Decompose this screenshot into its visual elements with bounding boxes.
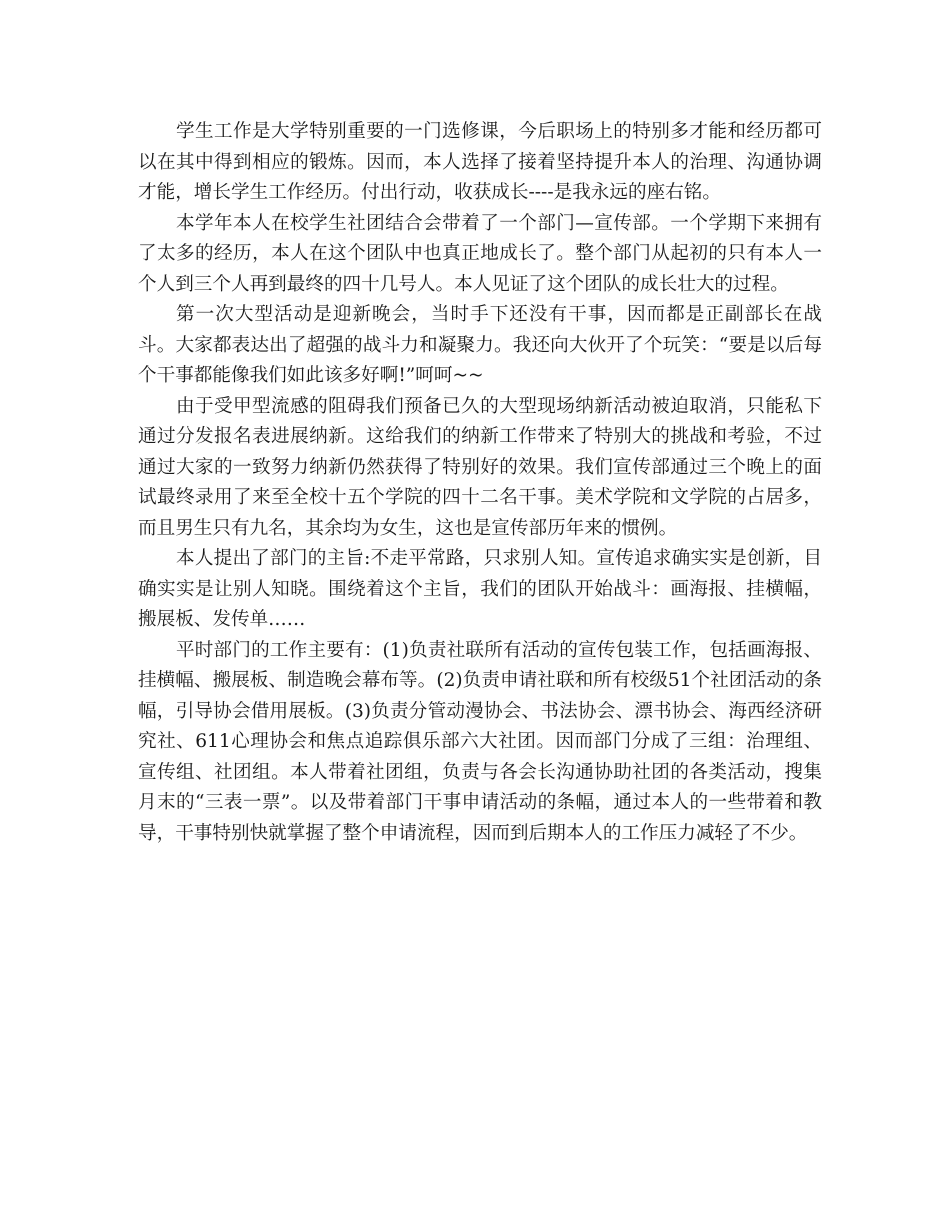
paragraph-department-motto: 本人提出了部门的主旨:不走平常路，只求别人知。宣传追求确实实是创新，目确实实是让别人知晓。围绕着这个主旨，我们的团队开始战斗：画海报、挂横幅，搬展板、发传单…… bbox=[138, 548, 822, 630]
paragraph-intro: 学生工作是大学特别重要的一门选修课，今后职场上的特别多才能和经历都可以在其中得到相应的锻炼。因而，本人选择了接着坚持提升本人的治理、沟通协调才能，增长学生工作经历。付出行动，收获成长----是我永远的座右铭。 bbox=[138, 121, 822, 203]
paragraph-daily-work: 平时部门的工作主要有：(1)负责社联所有活动的宣传包装工作，包括画海报、挂横幅、搬展板、制造晚会幕布等。(2)负责申请社联和所有校级51个社团活动的条幅，引导协会借用展板。(3)负责分管动漫协会、书法协会、漂书协会、海西经济研究社、611心理协会和焦点追踪俱乐部六大社团。因而部门分成了三组：治理组、宣传组、社团组。本人带着社团组，负责与各会长沟通协助社团的各类活动，搜集月末的“三表一票”。以及带着部门干事申请活动的条幅，通过本人的一些带着和教导，干事特别快就掌握了整个申请流程，因而到后期本人的工作压力减轻了不少。 bbox=[138, 639, 822, 844]
document-body bbox=[138, 117, 822, 849]
paragraph-recruitment: 由于受甲型流感的阻碍我们预备已久的大型现场纳新活动被迫取消，只能私下通过分发报名表进展纳新。这给我们的纳新工作带来了特别大的挑战和考验，不过通过大家的一致努力纳新仍然获得了特别好的效果。我们宣传部通过三个晚上的面试最终录用了来至全校十五个学院的四十二名干事。美术学院和文学院的占居多，而且男生只有九名，其余均为女生，这也是宣传部历年来的惯例。 bbox=[138, 395, 822, 539]
paragraph-department: 本学年本人在校学生社团结合会带着了一个部门—宣传部。一个学期下来拥有了太多的经历，本人在这个团队中也真正地成长了。整个部门从起初的只有本人一个人到三个人再到最终的四十几号人。本人见证了这个团队的成长壮大的过程。 bbox=[138, 212, 822, 295]
paragraph-welcome-party: 第一次大型活动是迎新晚会，当时手下还没有干事，因而都是正副部长在战斗。大家都表达出了超强的战斗力和凝聚力。我还向大伙开了个玩笑：“要是以后每个干事都能像我们如此该多好啊!”呵呵~~ bbox=[138, 304, 822, 386]
